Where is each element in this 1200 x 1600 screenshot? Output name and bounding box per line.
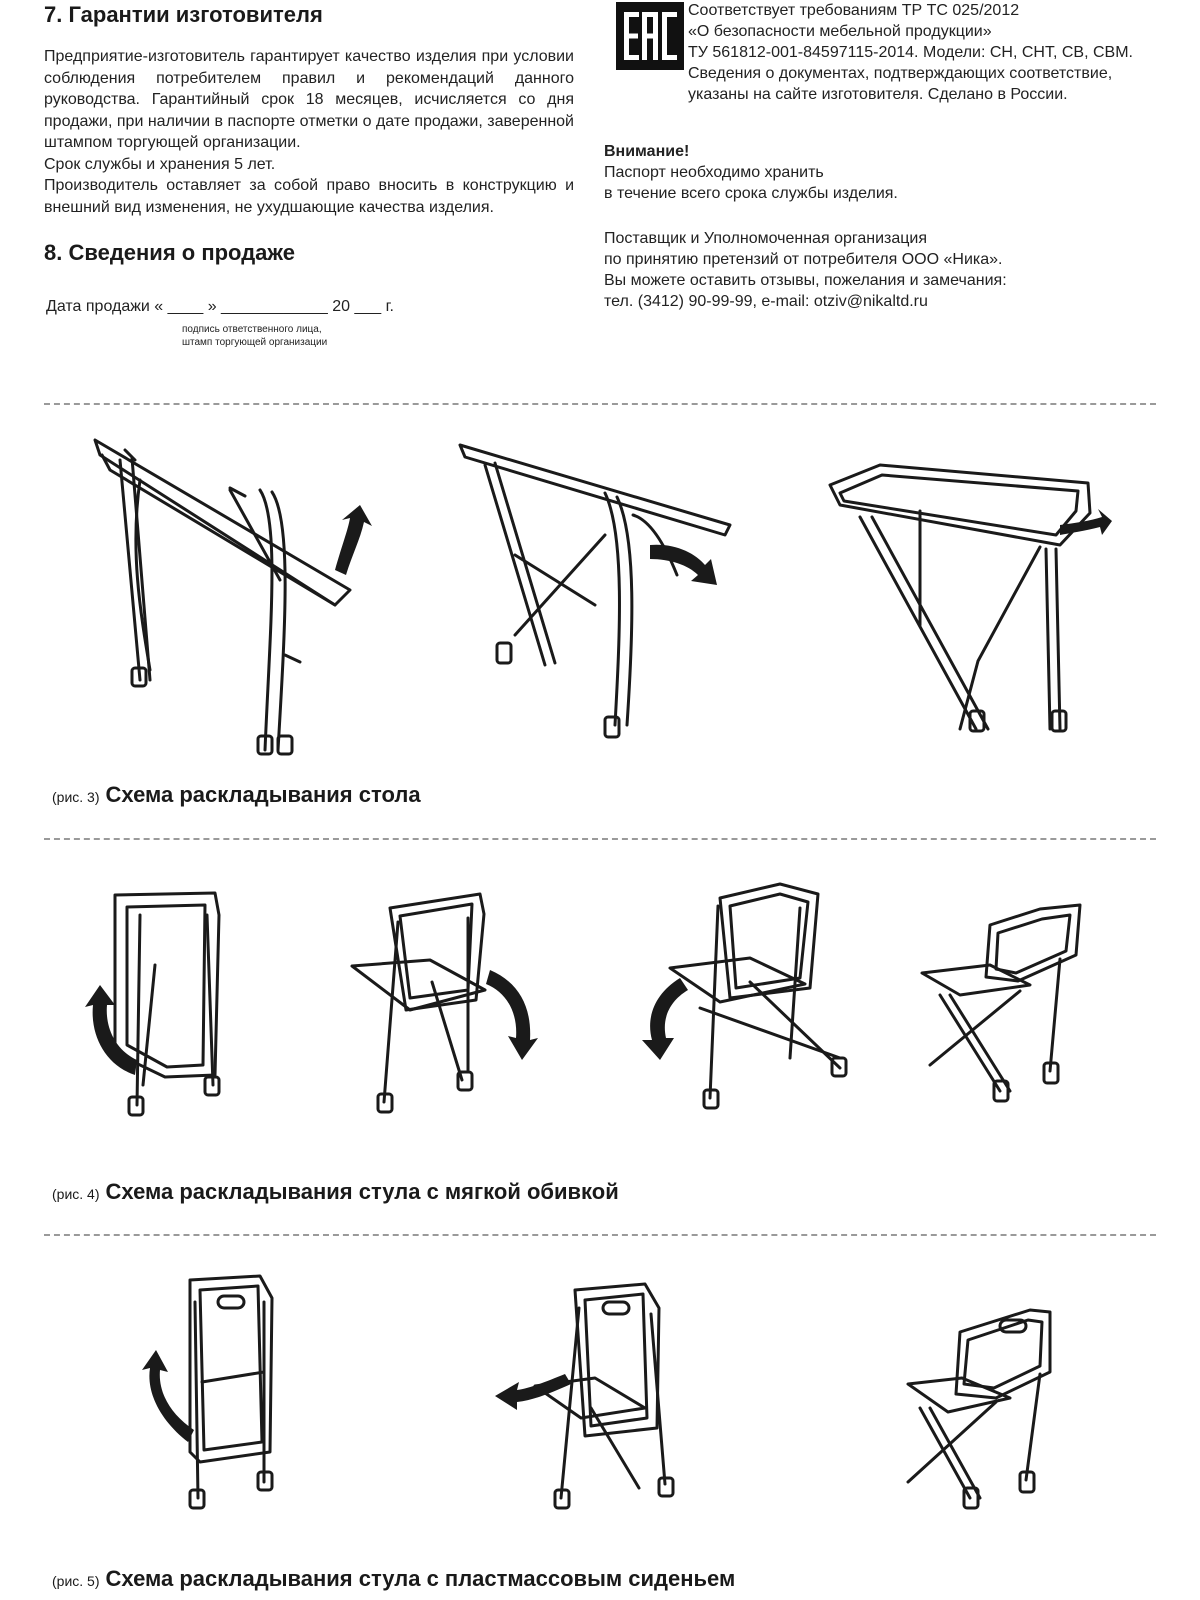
- cert-line-2: «О безопасности мебельной продукции»: [688, 23, 992, 40]
- curved-arrow-icon: [642, 978, 688, 1060]
- curved-arrow-icon: [335, 505, 372, 575]
- attention-title: Внимание!: [604, 143, 690, 160]
- dashed-divider: [44, 403, 1156, 405]
- supplier-block: [604, 228, 1144, 312]
- figure-5-title: Схема раскладывания стула с пластмассовым сиденьем: [105, 1566, 736, 1591]
- dashed-divider: [44, 838, 1156, 840]
- curved-arrow-icon: [650, 545, 717, 585]
- figure-3-title: Схема раскладывания стола: [105, 782, 421, 807]
- cert-line-3: ТУ 561812-001-84597115-2014. Модели: СН, СНТ, СВ, СВМ.: [688, 44, 1133, 61]
- warranty-title: 7. Гарантии изготовителя: [44, 2, 323, 27]
- supplier-line-2: по принятию претензий от потребителя ООО «Ника».: [604, 251, 1003, 268]
- sale-date-line: Дата продажи « ____ » ____________ 20 ___ г.: [46, 298, 394, 315]
- plastic-chair-folded-illustration: [140, 1272, 300, 1512]
- sale-sign-hint-2: штамп торгующей организации: [182, 337, 328, 348]
- chair-half-open-illustration: [350, 890, 550, 1120]
- supplier-line-3: Вы можете оставить отзывы, пожелания и замечания:: [604, 272, 1007, 289]
- figure-4-title: Схема раскладывания стула с мягкой обивкой: [105, 1179, 619, 1204]
- figure-3-prefix: (рис. 3): [52, 789, 100, 805]
- figure-5-prefix: (рис. 5): [52, 1573, 100, 1589]
- table-open-illustration: [820, 455, 1110, 745]
- table-half-open-illustration: [455, 435, 735, 755]
- chair-folded-illustration: [85, 885, 235, 1125]
- curved-arrow-icon: [142, 1350, 194, 1442]
- warranty-paragraph-1: Предприятие-изготовитель гарантирует качество изделия при условии соблюдения потребителем правил и рекомендаций данного руководства. Гарантийный срок 18 месяцев, исчисляется со дня продажи, при наличии в паспорте отметки о дате продажи, заверенной штампом торгующей организации.: [44, 48, 574, 151]
- plastic-chair-open-illustration: [900, 1302, 1060, 1512]
- certification-block: [688, 0, 1158, 105]
- cert-line-1: Соответствует требованиям ТР ТС 025/2012: [688, 2, 1020, 19]
- figure-4-caption: [52, 1179, 619, 1205]
- curved-arrow-icon: [486, 970, 538, 1060]
- warranty-paragraph-2: Срок службы и хранения 5 лет.: [44, 155, 276, 173]
- attention-block: [604, 141, 1144, 204]
- chair-opening-illustration: [640, 878, 890, 1118]
- cert-line-5: указаны на сайте изготовителя. Сделано в России.: [688, 86, 1068, 103]
- sale-sign-hint: [182, 323, 327, 349]
- table-folded-illustration: [80, 430, 380, 760]
- supplier-line-1: Поставщик и Уполномоченная организация: [604, 230, 928, 247]
- supplier-line-4: тел. (3412) 90-99-99, e-mail: otziv@nikaltd.ru: [604, 293, 928, 310]
- attention-line-1: Паспорт необходимо хранить: [604, 164, 824, 181]
- attention-line-2: в течение всего срока службы изделия.: [604, 185, 898, 202]
- plastic-chair-opening-illustration: [495, 1278, 695, 1518]
- figure-4-prefix: (рис. 4): [52, 1186, 100, 1202]
- eac-mark-icon: [616, 2, 684, 70]
- warranty-paragraph-3: Производитель оставляет за собой право вносить в конструкцию и внешний вид изменения, не ухудшающие качества изделия.: [44, 177, 574, 216]
- curved-arrow-icon: [85, 985, 137, 1075]
- figure-5-caption: [52, 1566, 735, 1592]
- chair-open-illustration: [920, 895, 1090, 1115]
- cert-line-4: Сведения о документах, подтверждающих соответствие,: [688, 65, 1113, 82]
- warranty-text: [44, 46, 574, 218]
- sale-title: 8. Сведения о продаже: [44, 240, 295, 265]
- figure-3-caption: [52, 782, 421, 808]
- sale-sign-hint-1: подпись ответственного лица,: [182, 324, 322, 335]
- dashed-divider: [44, 1234, 1156, 1236]
